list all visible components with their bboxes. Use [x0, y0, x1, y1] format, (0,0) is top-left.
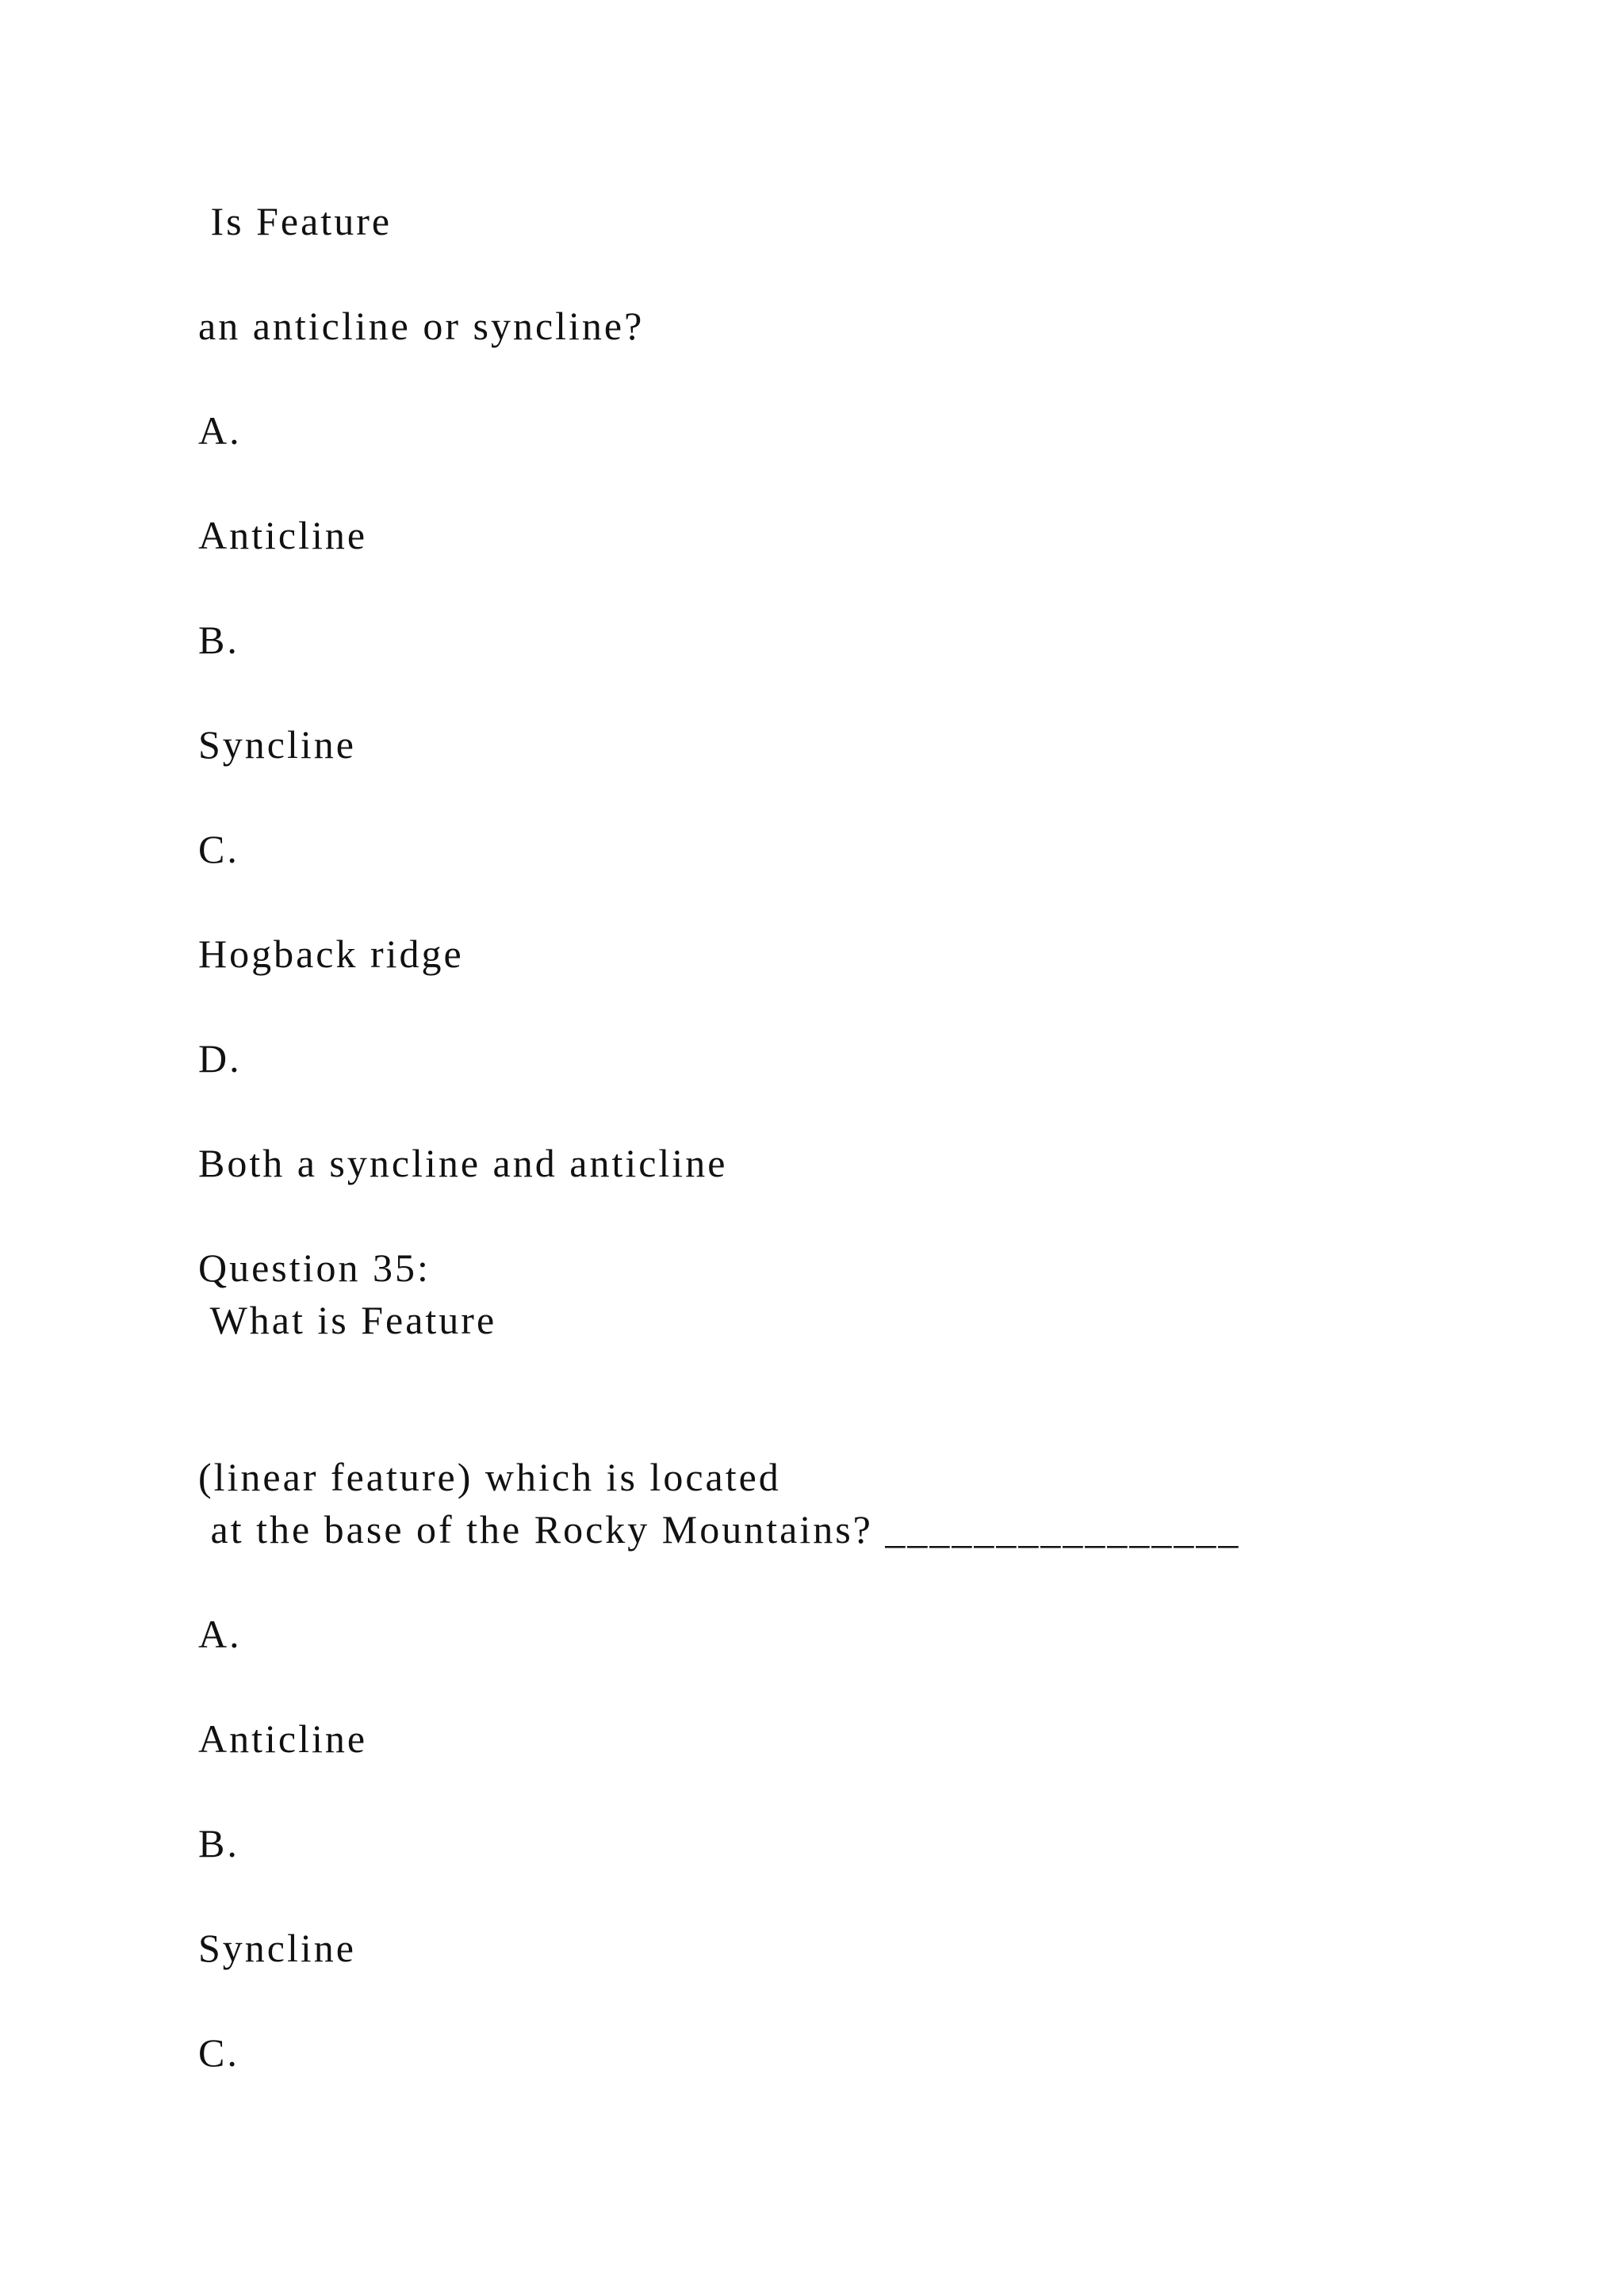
question-35-stem-line-3: at the base of the Rocky Mountains? ________________: [198, 1507, 1241, 1552]
question-34-option-b-text: Syncline: [198, 722, 356, 767]
question-34-stem-line-2: an anticline or syncline?: [198, 304, 645, 348]
question-34-option-a-text: Anticline: [198, 513, 368, 557]
question-34-option-a-letter: A.: [198, 408, 242, 453]
question-34-option-c-text: Hogback ridge: [198, 932, 464, 976]
question-34-option-b-letter: B.: [198, 618, 239, 662]
question-35-option-a-text: Anticline: [198, 1716, 368, 1761]
question-35-option-a-letter: A.: [198, 1612, 242, 1656]
question-35-option-c-letter: C.: [198, 2030, 239, 2075]
question-34-option-c-letter: C.: [198, 827, 239, 871]
question-35-option-b-letter: B.: [198, 1821, 239, 1866]
question-35-option-b-text: Syncline: [198, 1926, 356, 1970]
question-35-stem-line-2: (linear feature) which is located: [198, 1455, 781, 1499]
question-34-option-d-letter: D.: [198, 1036, 242, 1081]
question-35-heading: Question 35:: [198, 1246, 431, 1290]
question-34-option-d-text: Both a syncline and anticline: [198, 1141, 728, 1185]
question-35-stem-line-1: What is Feature: [198, 1298, 497, 1342]
question-34-stem-line-1: Is Feature: [198, 199, 393, 243]
